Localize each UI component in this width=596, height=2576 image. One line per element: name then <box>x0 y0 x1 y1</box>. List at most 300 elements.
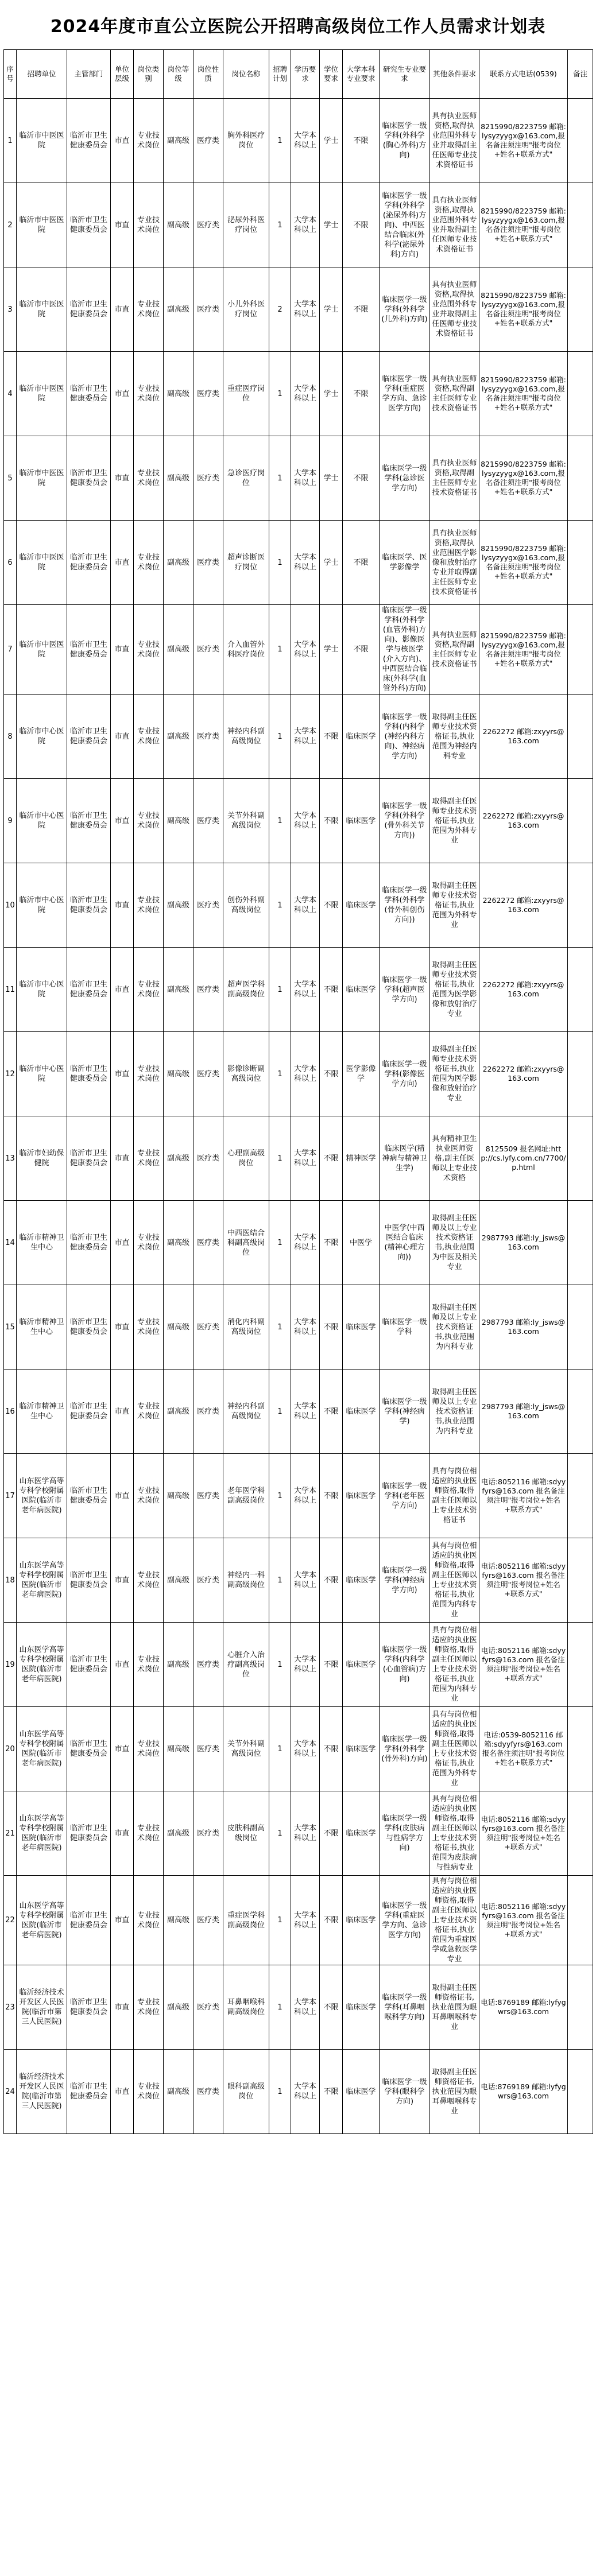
cell-no: 10 <box>4 863 17 948</box>
cell-education: 大学本科以上 <box>291 521 320 605</box>
cell-level: 市直 <box>111 948 134 1032</box>
cell-dept: 临沂市卫生健康委员会 <box>67 352 111 436</box>
cell-position: 关节外科副高级岗位 <box>223 779 269 863</box>
cell-dept: 临沂市卫生健康委员会 <box>67 521 111 605</box>
table-row <box>4 1370 593 1454</box>
cell-level: 市直 <box>111 183 134 267</box>
cell-no: 3 <box>4 267 17 352</box>
cell-grade: 副高级 <box>164 1454 193 1538</box>
cell-remark <box>568 1876 593 1965</box>
cell-degree: 不限 <box>320 1454 343 1538</box>
cell-nature: 医疗类 <box>193 948 223 1032</box>
cell-no: 4 <box>4 352 17 436</box>
cell-level: 市直 <box>111 267 134 352</box>
cell-nature: 医疗类 <box>193 1876 223 1965</box>
cell-unit: 山东医学高等专科学校附属医院(临沂市老年病医院) <box>17 1707 67 1791</box>
cell-category: 专业技术岗位 <box>134 863 164 948</box>
cell-contact: 8215990/8223759 邮箱:lysyzyygx@163.com,报名备注须注明"报考岗位+姓名+联系方式" <box>479 183 568 267</box>
cell-degree: 学士 <box>320 521 343 605</box>
cell-category: 专业技术岗位 <box>134 1201 164 1285</box>
cell-plan: 1 <box>269 1538 291 1623</box>
cell-nature: 医疗类 <box>193 267 223 352</box>
cell-no: 24 <box>4 2050 17 2134</box>
cell-degree: 不限 <box>320 1791 343 1876</box>
cell-remark <box>568 1623 593 1707</box>
cell-no: 9 <box>4 779 17 863</box>
cell-grad-major: 临床医学一级学科(皮肤病与性病学方向) <box>380 1791 430 1876</box>
cell-dept: 临沂市卫生健康委员会 <box>67 1538 111 1623</box>
cell-undergrad-major: 不限 <box>343 436 380 521</box>
cell-education: 大学本科以上 <box>291 1454 320 1538</box>
header-undergrad-major: 大学本科专业要求 <box>343 50 380 99</box>
cell-education: 大学本科以上 <box>291 1370 320 1454</box>
cell-remark <box>568 183 593 267</box>
cell-other: 具有与岗位相适应的执业医师资格,取得副主任医师以上专业技术资格证书,执业范围为内科专业 <box>430 1623 479 1707</box>
cell-other: 具有精神卫生执业医师资格,副主任医师以上专业技术资格 <box>430 1116 479 1201</box>
cell-position: 心理副高级岗位 <box>223 1116 269 1201</box>
cell-unit: 临沂市精神卫生中心 <box>17 1201 67 1285</box>
cell-grade: 副高级 <box>164 1370 193 1454</box>
cell-degree: 不限 <box>320 1623 343 1707</box>
cell-remark <box>568 1116 593 1201</box>
cell-position: 泌尿外科医疗岗位 <box>223 183 269 267</box>
cell-plan: 1 <box>269 2050 291 2134</box>
cell-education: 大学本科以上 <box>291 99 320 183</box>
cell-no: 11 <box>4 948 17 1032</box>
cell-unit: 临沂市妇幼保健院 <box>17 1116 67 1201</box>
cell-category: 专业技术岗位 <box>134 267 164 352</box>
cell-remark <box>568 695 593 779</box>
cell-grad-major: 中医学(中西医结合临床(精神心理方向)) <box>380 1201 430 1285</box>
cell-plan: 1 <box>269 436 291 521</box>
cell-nature: 医疗类 <box>193 1370 223 1454</box>
cell-undergrad-major: 临床医学 <box>343 1454 380 1538</box>
cell-contact: 2987793 邮箱:ly_jsws@163.com <box>479 1370 568 1454</box>
cell-other: 具有与岗位相适应的执业医师资格,取得副主任医师以上专业技术资格证书 <box>430 1454 479 1538</box>
cell-dept: 临沂市卫生健康委员会 <box>67 1876 111 1965</box>
header-nature: 岗位性质 <box>193 50 223 99</box>
cell-unit: 山东医学高等专科学校附属医院(临沂市老年病医院) <box>17 1876 67 1965</box>
cell-grad-major: 临床医学一级学科(外科学(骨外科)方向) <box>380 1707 430 1791</box>
cell-dept: 临沂市卫生健康委员会 <box>67 436 111 521</box>
cell-remark <box>568 1285 593 1370</box>
cell-level: 市直 <box>111 1623 134 1707</box>
header-education: 学历要求 <box>291 50 320 99</box>
cell-undergrad-major: 医学影像学 <box>343 1032 380 1116</box>
cell-degree: 学士 <box>320 99 343 183</box>
cell-position: 急诊医疗岗位 <box>223 436 269 521</box>
cell-dept: 临沂市卫生健康委员会 <box>67 99 111 183</box>
cell-nature: 医疗类 <box>193 183 223 267</box>
cell-grade: 副高级 <box>164 605 193 695</box>
cell-plan: 1 <box>269 1116 291 1201</box>
header-plan: 招聘计划 <box>269 50 291 99</box>
cell-level: 市直 <box>111 99 134 183</box>
cell-level: 市直 <box>111 695 134 779</box>
cell-grad-major: 临床医学一级学科(内科学(神经内科方向)、神经病学方向) <box>380 695 430 779</box>
cell-category: 专业技术岗位 <box>134 948 164 1032</box>
cell-nature: 医疗类 <box>193 863 223 948</box>
cell-remark <box>568 1201 593 1285</box>
table-row <box>4 1707 593 1791</box>
cell-grad-major: 临床医学一级学科(外科学(胸心外科)方向) <box>380 99 430 183</box>
header-grad-major: 研究生专业要求 <box>380 50 430 99</box>
cell-degree: 不限 <box>320 1201 343 1285</box>
cell-education: 大学本科以上 <box>291 1285 320 1370</box>
cell-no: 2 <box>4 183 17 267</box>
cell-nature: 医疗类 <box>193 605 223 695</box>
cell-other: 取得副主任医师专业技术资格证书,执业范围为神经内科专业 <box>430 695 479 779</box>
cell-level: 市直 <box>111 779 134 863</box>
cell-dept: 临沂市卫生健康委员会 <box>67 1707 111 1791</box>
cell-education: 大学本科以上 <box>291 605 320 695</box>
cell-nature: 医疗类 <box>193 352 223 436</box>
cell-undergrad-major: 临床医学 <box>343 1791 380 1876</box>
table-row <box>4 267 593 352</box>
cell-contact: 2262272 邮箱:zxyyrs@163.com <box>479 863 568 948</box>
cell-category: 专业技术岗位 <box>134 695 164 779</box>
cell-degree: 不限 <box>320 1032 343 1116</box>
cell-dept: 临沂市卫生健康委员会 <box>67 2050 111 2134</box>
cell-nature: 医疗类 <box>193 1538 223 1623</box>
cell-dept: 临沂市卫生健康委员会 <box>67 1965 111 2050</box>
cell-position: 胸外科医疗岗位 <box>223 99 269 183</box>
cell-education: 大学本科以上 <box>291 183 320 267</box>
cell-plan: 1 <box>269 1370 291 1454</box>
cell-contact: 8215990/8223759 邮箱:lysyzyygx@163.com,报名备注须注明"报考岗位+姓名+联系方式" <box>479 99 568 183</box>
table-row <box>4 1032 593 1116</box>
cell-contact: 2987793 邮箱:ly_jsws@163.com <box>479 1285 568 1370</box>
cell-no: 6 <box>4 521 17 605</box>
cell-degree: 不限 <box>320 695 343 779</box>
cell-undergrad-major: 临床医学 <box>343 695 380 779</box>
header-category: 岗位类别 <box>134 50 164 99</box>
cell-other: 具有执业医师资格,取得副主任医师专业技术资格证书 <box>430 352 479 436</box>
cell-unit: 临沂经济技术开发区人民医院(临沂市第三人民医院) <box>17 2050 67 2134</box>
cell-other: 具有执业医师资格,取得副主任医师专业技术资格证书 <box>430 436 479 521</box>
cell-degree: 不限 <box>320 2050 343 2134</box>
cell-plan: 1 <box>269 1201 291 1285</box>
header-degree: 学位要求 <box>320 50 343 99</box>
cell-grade: 副高级 <box>164 779 193 863</box>
cell-grade: 副高级 <box>164 1791 193 1876</box>
table-row <box>4 779 593 863</box>
cell-dept: 临沂市卫生健康委员会 <box>67 1623 111 1707</box>
cell-nature: 医疗类 <box>193 1965 223 2050</box>
cell-grade: 副高级 <box>164 1876 193 1965</box>
cell-other: 具有与岗位相适应的执业医师资格,取得副主任医师以上专业技术资格证书,执业范围为皮肤病与性病专业 <box>430 1791 479 1876</box>
table-row <box>4 1285 593 1370</box>
cell-grad-major: 临床医学(精神病与精神卫生学) <box>380 1116 430 1201</box>
cell-unit: 山东医学高等专科学校附属医院(临沂市老年病医院) <box>17 1454 67 1538</box>
cell-plan: 1 <box>269 183 291 267</box>
cell-no: 5 <box>4 436 17 521</box>
cell-contact: 电话:8052116 邮箱:sdyyfyrs@163.com 报名备注须注明"报考岗位+姓名+联系方式" <box>479 1791 568 1876</box>
recruitment-table <box>3 49 593 2134</box>
cell-unit: 临沂市精神卫生中心 <box>17 1285 67 1370</box>
cell-grad-major: 临床医学一级学科(内科学(心血管病)方向) <box>380 1623 430 1707</box>
cell-grade: 副高级 <box>164 267 193 352</box>
cell-degree: 学士 <box>320 436 343 521</box>
cell-dept: 临沂市卫生健康委员会 <box>67 1201 111 1285</box>
cell-no: 1 <box>4 99 17 183</box>
cell-plan: 1 <box>269 1285 291 1370</box>
cell-category: 专业技术岗位 <box>134 436 164 521</box>
cell-nature: 医疗类 <box>193 1285 223 1370</box>
cell-education: 大学本科以上 <box>291 695 320 779</box>
cell-degree: 不限 <box>320 948 343 1032</box>
cell-education: 大学本科以上 <box>291 1116 320 1201</box>
cell-grade: 副高级 <box>164 1032 193 1116</box>
cell-unit: 临沂市中心医院 <box>17 863 67 948</box>
cell-unit: 临沂经济技术开发区人民医院(临沂市第三人民医院) <box>17 1965 67 2050</box>
cell-undergrad-major: 临床医学 <box>343 948 380 1032</box>
cell-contact: 8215990/8223759 邮箱:lysyzyygx@163.com,报名备注须注明"报考岗位+姓名+联系方式" <box>479 605 568 695</box>
cell-level: 市直 <box>111 1965 134 2050</box>
cell-position: 创伤外科副高级岗位 <box>223 863 269 948</box>
cell-nature: 医疗类 <box>193 521 223 605</box>
header-no: 序号 <box>4 50 17 99</box>
cell-category: 专业技术岗位 <box>134 1285 164 1370</box>
cell-remark <box>568 1370 593 1454</box>
table-row <box>4 1791 593 1876</box>
cell-plan: 2 <box>269 267 291 352</box>
cell-dept: 临沂市卫生健康委员会 <box>67 605 111 695</box>
table-row <box>4 99 593 183</box>
cell-contact: 2262272 邮箱:zxyyrs@163.com <box>479 779 568 863</box>
cell-other: 具有与岗位相适应的执业医师资格,取得副主任医师以上专业技术资格证书,执业范围为外科专业 <box>430 1707 479 1791</box>
cell-grade: 副高级 <box>164 436 193 521</box>
cell-grade: 副高级 <box>164 521 193 605</box>
cell-nature: 医疗类 <box>193 1707 223 1791</box>
cell-position: 小儿外科医疗岗位 <box>223 267 269 352</box>
table-header-row <box>4 50 593 99</box>
cell-category: 专业技术岗位 <box>134 1623 164 1707</box>
cell-position: 消化内科副高级岗位 <box>223 1285 269 1370</box>
cell-plan: 1 <box>269 1032 291 1116</box>
cell-nature: 医疗类 <box>193 2050 223 2134</box>
cell-remark <box>568 436 593 521</box>
cell-grad-major: 临床医学一级学科(神经病学) <box>380 1370 430 1454</box>
cell-level: 市直 <box>111 2050 134 2134</box>
cell-level: 市直 <box>111 1032 134 1116</box>
cell-degree: 学士 <box>320 605 343 695</box>
cell-education: 大学本科以上 <box>291 948 320 1032</box>
cell-grad-major: 临床医学一级学科(神经病学方向) <box>380 1538 430 1623</box>
cell-category: 专业技术岗位 <box>134 352 164 436</box>
cell-no: 7 <box>4 605 17 695</box>
cell-degree: 不限 <box>320 1965 343 2050</box>
cell-dept: 临沂市卫生健康委员会 <box>67 1116 111 1201</box>
cell-remark <box>568 605 593 695</box>
cell-no: 14 <box>4 1201 17 1285</box>
cell-undergrad-major: 不限 <box>343 267 380 352</box>
cell-contact: 电话:8769189 邮箱:lyfygwrs@163.com <box>479 2050 568 2134</box>
cell-unit: 临沂市中心医院 <box>17 1032 67 1116</box>
cell-plan: 1 <box>269 99 291 183</box>
cell-grad-major: 临床医学一级学科(超声医学方向) <box>380 948 430 1032</box>
cell-grade: 副高级 <box>164 99 193 183</box>
cell-contact: 8215990/8223759 邮箱:lysyzyygx@163.com,报名备注须注明"报考岗位+姓名+联系方式" <box>479 352 568 436</box>
cell-unit: 临沂市中心医院 <box>17 695 67 779</box>
table-row <box>4 1201 593 1285</box>
cell-remark <box>568 2050 593 2134</box>
cell-position: 神经内科副高级岗位 <box>223 695 269 779</box>
cell-degree: 不限 <box>320 1707 343 1791</box>
cell-unit: 临沂市中医医院 <box>17 521 67 605</box>
cell-position: 心脏介入治疗副高级岗位 <box>223 1623 269 1707</box>
cell-remark <box>568 1707 593 1791</box>
cell-position: 介入血管外科医疗岗位 <box>223 605 269 695</box>
cell-other: 取得副主任医师专业技术资格证书,执业范围为外科专业 <box>430 863 479 948</box>
cell-undergrad-major: 不限 <box>343 183 380 267</box>
cell-position: 眼科副高级岗位 <box>223 2050 269 2134</box>
header-unit: 招聘单位 <box>17 50 67 99</box>
cell-category: 专业技术岗位 <box>134 1965 164 2050</box>
cell-education: 大学本科以上 <box>291 1032 320 1116</box>
cell-education: 大学本科以上 <box>291 779 320 863</box>
cell-contact: 2262272 邮箱:zxyyrs@163.com <box>479 695 568 779</box>
cell-plan: 1 <box>269 695 291 779</box>
cell-undergrad-major: 临床医学 <box>343 1965 380 2050</box>
cell-other: 取得副主任医师及以上专业技术资格证书,执业范围为内科专业 <box>430 1285 479 1370</box>
cell-other: 具有执业医师资格,取得执业范围外科专业并取得副主任医师专业技术资格证书 <box>430 99 479 183</box>
cell-category: 专业技术岗位 <box>134 1538 164 1623</box>
cell-level: 市直 <box>111 1876 134 1965</box>
table-row <box>4 1538 593 1623</box>
cell-grad-major: 临床医学一级学科(外科学(骨外科创伤方向)) <box>380 863 430 948</box>
cell-education: 大学本科以上 <box>291 436 320 521</box>
cell-remark <box>568 352 593 436</box>
cell-position: 耳鼻咽喉科副高级岗位 <box>223 1965 269 2050</box>
cell-undergrad-major: 中医学 <box>343 1201 380 1285</box>
cell-remark <box>568 863 593 948</box>
cell-nature: 医疗类 <box>193 779 223 863</box>
cell-grade: 副高级 <box>164 1285 193 1370</box>
cell-remark <box>568 1965 593 2050</box>
header-level: 单位层级 <box>111 50 134 99</box>
cell-category: 专业技术岗位 <box>134 2050 164 2134</box>
cell-position: 超声医学科副高级岗位 <box>223 948 269 1032</box>
cell-category: 专业技术岗位 <box>134 1707 164 1791</box>
cell-plan: 1 <box>269 779 291 863</box>
cell-contact: 2262272 邮箱:zxyyrs@163.com <box>479 1032 568 1116</box>
cell-unit: 临沂市中医医院 <box>17 352 67 436</box>
cell-no: 13 <box>4 1116 17 1201</box>
cell-contact: 电话:8052116 邮箱:sdyyfyrs@163.com 报名备注须注明"报考岗位+姓名+联系方式" <box>479 1538 568 1623</box>
cell-degree: 不限 <box>320 1876 343 1965</box>
cell-category: 专业技术岗位 <box>134 183 164 267</box>
cell-grade: 副高级 <box>164 352 193 436</box>
cell-grade: 副高级 <box>164 1116 193 1201</box>
cell-other: 具有执业医师资格,取得执业范围医学影像和放射治疗专业并取得副主任医师专业技术资格证书 <box>430 521 479 605</box>
cell-plan: 1 <box>269 1623 291 1707</box>
cell-education: 大学本科以上 <box>291 1201 320 1285</box>
cell-grad-major: 临床医学一级学科(外科学(血管外科)方向)、影像医学与核医学(介入方向)、中西医结合临床(外科学(血管外科)方向) <box>380 605 430 695</box>
cell-grade: 副高级 <box>164 1707 193 1791</box>
cell-unit: 临沂市精神卫生中心 <box>17 1370 67 1454</box>
cell-degree: 不限 <box>320 1285 343 1370</box>
cell-dept: 临沂市卫生健康委员会 <box>67 1791 111 1876</box>
cell-grade: 副高级 <box>164 1623 193 1707</box>
cell-nature: 医疗类 <box>193 1623 223 1707</box>
cell-contact: 8125509 报名网址:http://cs.lyfy.com.cn/7700/p.html <box>479 1116 568 1201</box>
cell-degree: 学士 <box>320 352 343 436</box>
header-dept: 主管部门 <box>67 50 111 99</box>
cell-grad-major: 临床医学一级学科(耳鼻咽喉科学方向) <box>380 1965 430 2050</box>
cell-unit: 临沂市中心医院 <box>17 779 67 863</box>
cell-undergrad-major: 临床医学 <box>343 1707 380 1791</box>
cell-contact: 8215990/8223759 邮箱:lysyzyygx@163.com,报名备注须注明"报考岗位+姓名+联系方式" <box>479 436 568 521</box>
cell-level: 市直 <box>111 605 134 695</box>
cell-unit: 山东医学高等专科学校附属医院(临沂市老年病医院) <box>17 1791 67 1876</box>
cell-degree: 不限 <box>320 1538 343 1623</box>
cell-level: 市直 <box>111 1454 134 1538</box>
cell-other: 具有执业医师资格,取得副主任医师专业技术资格证书 <box>430 605 479 695</box>
cell-contact: 8215990/8223759 邮箱:lysyzyygx@163.com,报名备注须注明"报考岗位+姓名+联系方式" <box>479 267 568 352</box>
cell-no: 12 <box>4 1032 17 1116</box>
cell-grad-major: 临床医学一级学科(重症医学方向、急诊医学方向) <box>380 352 430 436</box>
cell-no: 16 <box>4 1370 17 1454</box>
cell-remark <box>568 779 593 863</box>
cell-nature: 医疗类 <box>193 1201 223 1285</box>
cell-undergrad-major: 不限 <box>343 605 380 695</box>
cell-contact: 电话:8052116 邮箱:sdyyfyrs@163.com 报名备注须注明"报考岗位+姓名+联系方式" <box>479 1623 568 1707</box>
header-contact: 联系方式电话(0539) <box>479 50 568 99</box>
cell-dept: 临沂市卫生健康委员会 <box>67 695 111 779</box>
cell-grad-major: 临床医学、医学影像学 <box>380 521 430 605</box>
cell-no: 19 <box>4 1623 17 1707</box>
cell-degree: 不限 <box>320 863 343 948</box>
cell-education: 大学本科以上 <box>291 1707 320 1791</box>
cell-plan: 1 <box>269 1791 291 1876</box>
cell-remark <box>568 521 593 605</box>
cell-undergrad-major: 不限 <box>343 99 380 183</box>
cell-category: 专业技术岗位 <box>134 521 164 605</box>
cell-no: 18 <box>4 1538 17 1623</box>
cell-contact: 2262272 邮箱:zxyyrs@163.com <box>479 948 568 1032</box>
cell-dept: 临沂市卫生健康委员会 <box>67 1454 111 1538</box>
cell-position: 皮肤科副高级岗位 <box>223 1791 269 1876</box>
cell-education: 大学本科以上 <box>291 863 320 948</box>
table-row <box>4 605 593 695</box>
cell-position: 老年医学科副高级岗位 <box>223 1454 269 1538</box>
cell-education: 大学本科以上 <box>291 1876 320 1965</box>
cell-other: 取得副主任医师资格证书,执业范围为眼耳鼻咽喉科专业 <box>430 1965 479 2050</box>
cell-grad-major: 临床医学一级学科(重症医学方向、急诊医学方向) <box>380 1876 430 1965</box>
table-row <box>4 1623 593 1707</box>
cell-other: 具有与岗位相适应的执业医师资格,取得副主任医师以上专业技术资格证书,执业范围为内科专业 <box>430 1538 479 1623</box>
table-row <box>4 1454 593 1538</box>
cell-grad-major: 临床医学一级学科(老年医学方向) <box>380 1454 430 1538</box>
cell-dept: 临沂市卫生健康委员会 <box>67 183 111 267</box>
cell-degree: 学士 <box>320 267 343 352</box>
page-title: 2024年度市直公立医院公开招聘高级岗位工作人员需求计划表 <box>50 17 546 37</box>
cell-no: 17 <box>4 1454 17 1538</box>
cell-unit: 临沂市中心医院 <box>17 948 67 1032</box>
cell-grade: 副高级 <box>164 948 193 1032</box>
cell-no: 15 <box>4 1285 17 1370</box>
cell-contact: 电话:8052116 邮箱:sdyyfyrs@163.com 报名备注须注明"报考岗位+姓名+联系方式" <box>479 1454 568 1538</box>
cell-level: 市直 <box>111 521 134 605</box>
cell-other: 具有与岗位相适应的执业医师资格,取得副主任医师以上专业技术资格证书,执业范围为重症医学或急救医学专业 <box>430 1876 479 1965</box>
cell-unit: 临沂市中医医院 <box>17 267 67 352</box>
cell-level: 市直 <box>111 863 134 948</box>
table-row <box>4 695 593 779</box>
cell-dept: 临沂市卫生健康委员会 <box>67 863 111 948</box>
cell-remark <box>568 948 593 1032</box>
cell-category: 专业技术岗位 <box>134 1876 164 1965</box>
